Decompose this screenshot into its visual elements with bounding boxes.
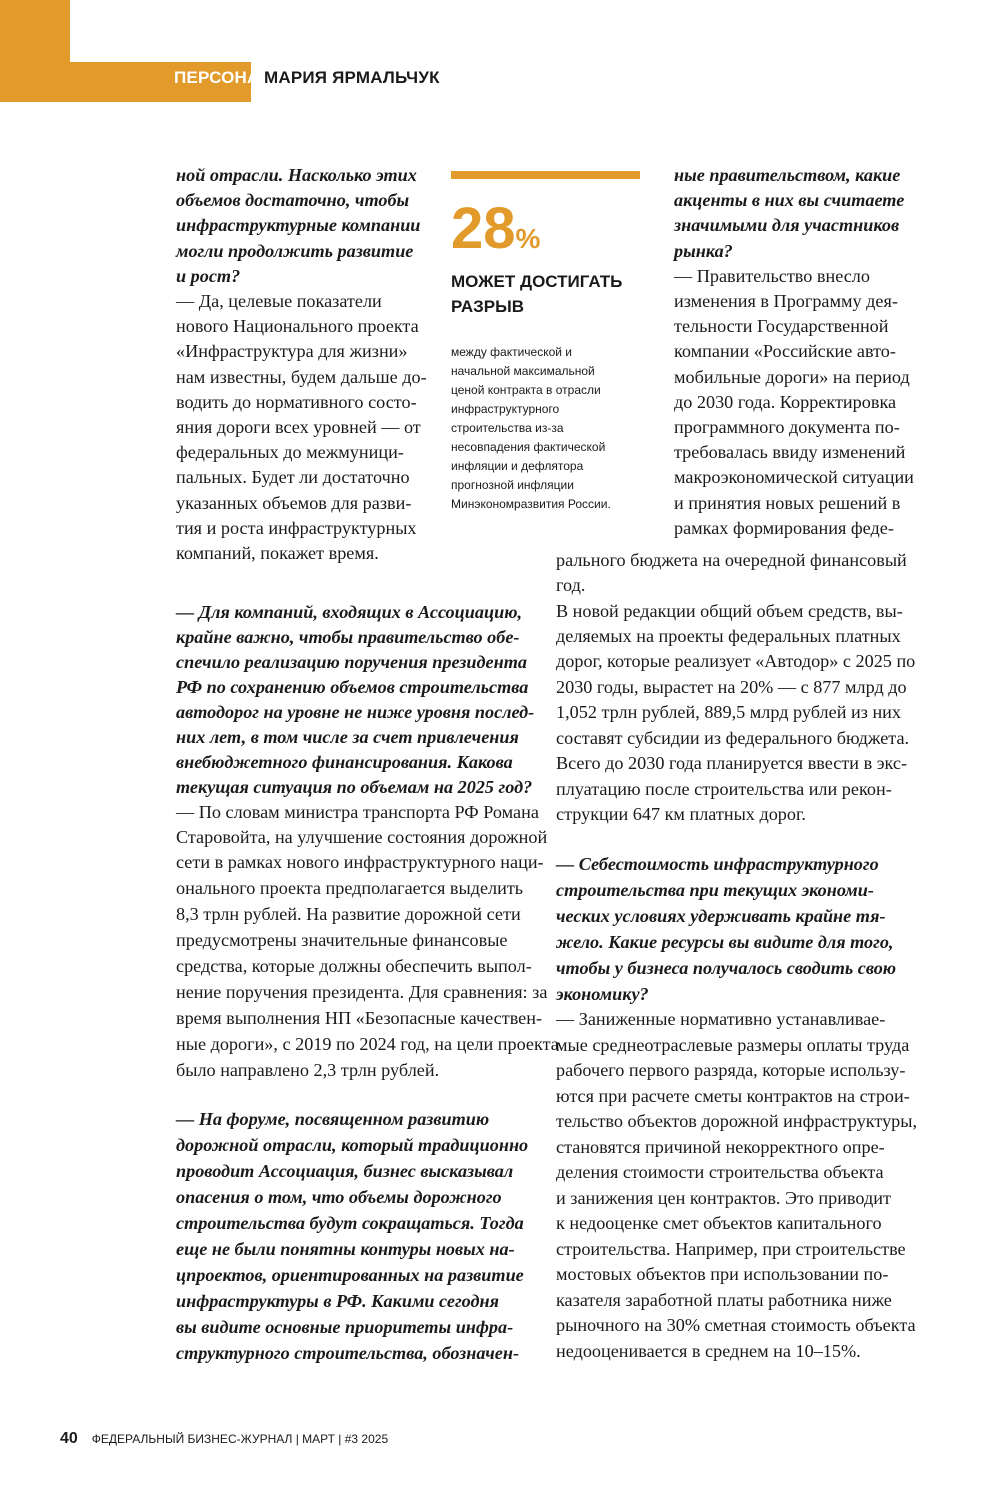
- text-line: ческих условиях удерживать крайне тя-: [556, 906, 886, 926]
- text-line: проводит Ассоциация, бизнес высказывал: [176, 1161, 514, 1181]
- text-line: до 2030 года. Корректировка: [674, 391, 897, 412]
- callout-text-line: прогнозной инфляции: [451, 478, 574, 492]
- text-line: водить до нормативного состо-: [176, 391, 417, 412]
- text-line: структурного строительства, обозначен-: [176, 1343, 519, 1363]
- text-line: рального бюджета на очередной финансовый: [556, 550, 907, 570]
- text-line: сети в рамках нового инфраструктурного наци-: [176, 852, 544, 872]
- text-line: нам известны, будем дальше до-: [176, 366, 427, 387]
- text-line: ные дороги», с 2019 по 2024 год, на цели проекта: [176, 1034, 559, 1054]
- text-line: могли продолжить развитие: [176, 240, 414, 261]
- callout-text-line: несовпадения фактической: [451, 440, 606, 454]
- text-line: тельности Государственной: [674, 316, 889, 337]
- text-line: строительства. Например, при строительстве: [556, 1239, 906, 1259]
- text-line: год.: [556, 575, 586, 595]
- page-number: 40: [60, 1430, 78, 1447]
- text-line: и рост?: [176, 265, 241, 286]
- text-line: еще не были понятны контуры новых на-: [176, 1239, 515, 1259]
- text-line: программного документа по-: [674, 417, 900, 437]
- text-line: чтобы у бизнеса получалось сводить свою: [556, 958, 897, 978]
- text-line: акценты в них вы считаете: [674, 190, 905, 211]
- callout-text-line: инфраструктурного: [451, 402, 560, 416]
- text-line: и принятия новых решений в: [674, 492, 901, 513]
- text-line: недооценивается в среднем на 10–15%.: [556, 1341, 861, 1361]
- text-line: яния дороги всех уровней — от: [176, 417, 421, 437]
- text-line: «Инфраструктура для жизни»: [176, 341, 408, 362]
- text-line: вы видите основные приоритеты инфра-: [176, 1317, 514, 1337]
- text-line: — Правительство внесло: [674, 265, 870, 286]
- text-line: — Себестоимость инфраструктурного: [556, 854, 879, 874]
- rubric-label: ПЕРСОНА: [174, 68, 260, 87]
- text-line: плуатацию после строительства или рекон-: [556, 779, 892, 799]
- text-line: Всего до 2030 года планируется ввести в экс-: [556, 753, 908, 773]
- text-line: компании «Российские авто-: [674, 341, 896, 362]
- callout-number: [451, 196, 540, 262]
- text-line: и занижения цен контрактов. Это приводит: [556, 1188, 891, 1208]
- text-line: дорожной отрасли, который традиционно: [176, 1135, 529, 1155]
- text-line: мостовых объектов при использовании по-: [556, 1264, 889, 1284]
- text-line: рамках формирования феде-: [674, 517, 894, 538]
- text-line: изменения в Программу дея-: [674, 291, 898, 311]
- text-line: рыночного на 30% сметная стоимость объекта: [556, 1315, 916, 1335]
- text-line: спечило реализацию поручения президента: [176, 652, 527, 672]
- text-line: ные правительством, какие: [674, 165, 901, 185]
- text-line: нового Национального проекта: [176, 316, 419, 337]
- person-name: МАРИЯ ЯРМАЛЬЧУК: [264, 68, 440, 87]
- text-line: тельство объектов дорожной инфраструктуры,: [556, 1111, 918, 1131]
- text-line: пальных. Будет ли достаточно: [176, 467, 410, 488]
- callout-number-value: 28: [451, 196, 516, 261]
- text-line: 2030 годы, вырастет на 20% — с 877 млрд до: [556, 677, 907, 697]
- text-line: рабочего первого разряда, которые использу-: [556, 1060, 906, 1080]
- text-line: — По словам министра транспорта РФ Романа: [176, 802, 539, 822]
- callout-percent-sign: %: [515, 223, 541, 254]
- text-line: компаний, покажет время.: [176, 543, 379, 563]
- text-line: мые среднеотраслевые размеры оплаты труда: [556, 1035, 910, 1055]
- text-line: — Заниженные нормативно устанавливае-: [556, 1009, 886, 1029]
- text-line: становятся причиной некорректного опре-: [556, 1137, 885, 1157]
- callout-text-line: начальной максимальной: [451, 364, 595, 378]
- text-line: требовалась ввиду изменений: [674, 442, 906, 463]
- callout-headline-line: РАЗРЫВ: [451, 297, 525, 316]
- text-line: инфраструктуры в РФ. Какими сегодня: [176, 1291, 500, 1311]
- text-line: деления стоимости строительства объекта: [556, 1162, 884, 1182]
- text-line: средства, которые должны обеспечить выпол-: [176, 956, 532, 976]
- text-line: струкции 647 км платных дорог.: [556, 804, 806, 824]
- callout-text-line: строительства из-за: [451, 421, 564, 435]
- text-line: федеральных до межмуници-: [176, 442, 404, 463]
- text-line: экономику?: [556, 984, 649, 1004]
- text-line: строительства при текущих экономи-: [556, 880, 874, 900]
- callout-text-line: Минэкономразвития России.: [451, 497, 611, 511]
- text-line: указанных объемов для разви-: [176, 492, 412, 513]
- text-line: было направлено 2,3 трлн рублей.: [176, 1060, 440, 1080]
- text-line: В новой редакции общий объем средств, вы-: [556, 601, 903, 621]
- callout-text-line: между фактической и: [451, 345, 573, 359]
- text-line: — Да, целевые показатели: [176, 291, 382, 311]
- callout-headline-line: МОЖЕТ ДОСТИГАТЬ: [451, 272, 623, 291]
- text-line: ются при расчете сметы контрактов на строи-: [556, 1086, 910, 1106]
- page-footer: [60, 1430, 388, 1448]
- text-line: жело. Какие ресурсы вы видите для того,: [556, 932, 894, 952]
- text-line: онального проекта предполагается выделить: [176, 878, 524, 898]
- text-line: 8,3 трлн рублей. На развитие дорожной сети: [176, 904, 521, 924]
- text-line: внебюджетного финансирования. Какова: [176, 752, 513, 772]
- text-line: — Для компаний, входящих в Ассоциацию,: [176, 602, 523, 622]
- text-line: объемов достаточно, чтобы: [176, 190, 410, 211]
- text-line: — На форуме, посвященном развитию: [176, 1109, 490, 1129]
- text-line: крайне важно, чтобы правительство обе-: [176, 627, 520, 647]
- text-line: Старовойта, на улучшение состояния дорожной: [176, 827, 548, 847]
- text-line: дорог, которые реализует «Автодор» с 2025 по: [556, 651, 916, 671]
- text-line: них лет, в том числе за счет привлечения: [176, 727, 519, 747]
- callout-text-line: ценой контракта в отрасли: [451, 383, 601, 397]
- text-line: макроэкономической ситуации: [674, 467, 914, 488]
- footer-journal: ФЕДЕРАЛЬНЫЙ БИЗНЕС-ЖУРНАЛ | МАРТ | #3 2025: [91, 1432, 389, 1446]
- text-line: составят субсидии из федерального бюджета.: [556, 728, 910, 748]
- text-line: тия и роста инфраструктурных: [176, 517, 417, 538]
- text-line: текущая ситуация по объемам на 2025 год?: [176, 777, 533, 797]
- callout-text-line: инфляции и дефлятора: [451, 459, 584, 473]
- text-line: значимыми для участников: [674, 215, 900, 236]
- text-line: предусмотрены значительные финансовые: [176, 930, 508, 950]
- text-line: рынка?: [674, 240, 733, 261]
- text-line: нение поручения президента. Для сравнения: за: [176, 982, 548, 1002]
- text-line: 1,052 трлн рублей, 889,5 млрд рублей из них: [556, 702, 902, 722]
- text-line: строительства будут сокращаться. Тогда: [176, 1213, 524, 1233]
- text-line: инфраструктурные компании: [176, 215, 421, 236]
- text-line: к недооценке смет объектов капитального: [556, 1213, 882, 1233]
- text-line: мобильные дороги» на период: [674, 366, 910, 387]
- text-line: РФ по сохранению объемов строительства: [176, 677, 529, 697]
- text-line: деляемых на проекты федеральных платных: [556, 626, 901, 646]
- text-line: автодорог на уровне не ниже уровня послед-: [176, 702, 535, 722]
- text-line: цпроектов, ориентированных на развитие: [176, 1265, 524, 1285]
- callout-rule: [451, 171, 640, 179]
- text-line: ной отрасли. Насколько этих: [176, 165, 417, 185]
- text-line: казателя заработной платы работника ниже: [556, 1290, 892, 1310]
- text-line: опасения о том, что объемы дорожного: [176, 1187, 502, 1207]
- text-line: время выполнения НП «Безопасные качествен-: [176, 1008, 543, 1028]
- corner-accent: [0, 0, 70, 102]
